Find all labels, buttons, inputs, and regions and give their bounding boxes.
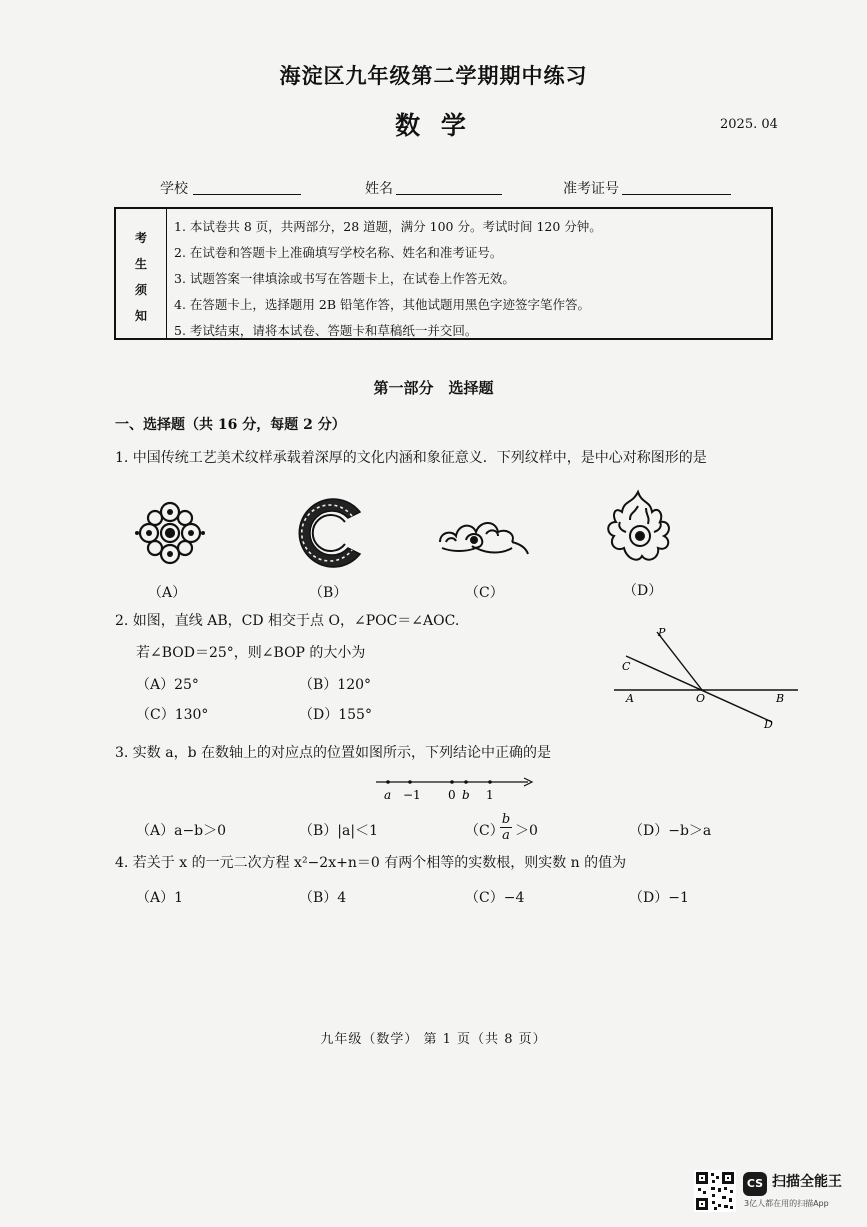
line-cd (626, 656, 772, 722)
name-blank (396, 194, 502, 195)
q2-option-d: （D）155° (299, 707, 372, 723)
cloud-pattern-icon (436, 510, 530, 562)
qr-code-icon (694, 1170, 736, 1212)
page-footer: 九年级（数学） 第 1 页（共 8 页） (320, 1032, 547, 1047)
label-p: P (658, 626, 666, 639)
label-b: B (776, 692, 785, 705)
subject-title: 数 学 (395, 111, 472, 140)
q2-stem: 2. 如图，直线 AB，CD 相交于点 O，∠POC＝∠AOC. (115, 613, 460, 629)
notice-item: 4. 在答题卡上，选择题用 2B 铅笔作答，其他试题用黑色字迹签字笔作答。 (174, 297, 590, 312)
q2-option-a: （A）25° (136, 677, 199, 693)
q3-option-b: （B）|a|＜1 (299, 823, 378, 839)
q4-option-a: （A）1 (136, 890, 184, 906)
q3-option-c-rest: ＞0 (515, 823, 538, 839)
q3-option-a: （A）a−b＞0 (136, 823, 227, 839)
flower-pattern-icon (132, 498, 208, 568)
q1-option-a: （A） (148, 585, 187, 601)
school-blank (193, 194, 301, 195)
fraction-numerator: b (501, 812, 511, 827)
camscanner-tagline: 3亿人都在用的扫描App (744, 1199, 829, 1208)
q3-fraction (500, 812, 512, 843)
axis-label-1: 1 (486, 788, 494, 802)
q2-option-c: （C）130° (136, 707, 209, 723)
candidate-notice-box (114, 207, 773, 340)
q4-option-d: （D）−1 (629, 890, 689, 906)
axis-label-a: a (384, 788, 392, 802)
label-c: C (622, 660, 631, 673)
q4-stem: 4. 若关于 x 的一元二次方程 x²−2x+n＝0 有两个相等的实数根，则实数 n 的值为 (115, 855, 627, 871)
notice-item: 1. 本试卷共 8 页，共两部分，28 道题，满分 100 分。考试时间 120 分钟。 (174, 219, 602, 234)
q1-option-c: （C） (465, 585, 504, 601)
part-title: 一、选择题（共 16 分，每题 2 分） (115, 417, 346, 433)
notice-heading (116, 209, 167, 338)
exam-id-blank (622, 194, 731, 195)
q1-option-d: （D） (623, 583, 663, 599)
q2-intersecting-lines-figure (612, 622, 800, 734)
camscanner-logo-icon: CS (743, 1172, 767, 1196)
name-label: 姓名 (365, 181, 393, 197)
exam-title: 海淀区九年级第二学期期中练习 (279, 63, 588, 88)
axis-label-neg1: −1 (403, 788, 421, 802)
q1-option-b: （B） (309, 585, 348, 601)
q2-option-b: （B）120° (299, 677, 372, 693)
q3-option-c-label: （C） (465, 823, 504, 839)
label-o: O (696, 692, 706, 705)
school-label: 学校 (160, 181, 188, 197)
q4-option-b: （B）4 (299, 890, 347, 906)
flame-pattern-icon (602, 486, 674, 570)
notice-item: 2. 在试卷和答题卡上准确填写学校名称、姓名和准考证号。 (174, 245, 503, 260)
q1-stem: 1. 中国传统工艺美术纹样承载着深厚的文化内涵和象征意义．下列纹样中，是中心对称图形的是 (115, 450, 707, 466)
notice-heading-char: 考 (134, 231, 147, 245)
axis-label-0: 0 (448, 788, 456, 802)
section-title: 第一部分 选择题 (373, 379, 494, 397)
fraction-denominator: a (500, 827, 512, 843)
notice-heading-char: 知 (134, 309, 147, 323)
q3-stem: 3. 实数 a，b 在数轴上的对应点的位置如图所示，下列结论中正确的是 (115, 745, 552, 761)
exam-id-label: 准考证号 (563, 181, 619, 197)
notice-item: 3. 试题答案一律填涂或书写在答题卡上，在试卷上作答无效。 (174, 271, 515, 286)
q3-option-d: （D）−b＞a (629, 823, 712, 839)
notice-heading-char: 须 (134, 283, 147, 297)
q4-option-c: （C）−4 (465, 890, 525, 906)
crescent-pattern-icon (290, 494, 366, 570)
label-a: A (626, 692, 634, 705)
label-d: D (764, 718, 773, 731)
exam-date: 2025. 04 (720, 117, 778, 132)
q3-number-line (372, 774, 536, 804)
axis-label-b: b (462, 788, 470, 802)
ray-op (657, 632, 702, 690)
camscanner-name: 扫描全能王 (772, 1174, 842, 1190)
notice-heading-char: 生 (134, 257, 147, 271)
notice-item: 5. 考试结束，请将本试卷、答题卡和草稿纸一并交回。 (174, 323, 478, 338)
q2-condition: 若∠BOD＝25°，则∠BOP 的大小为 (136, 645, 366, 661)
